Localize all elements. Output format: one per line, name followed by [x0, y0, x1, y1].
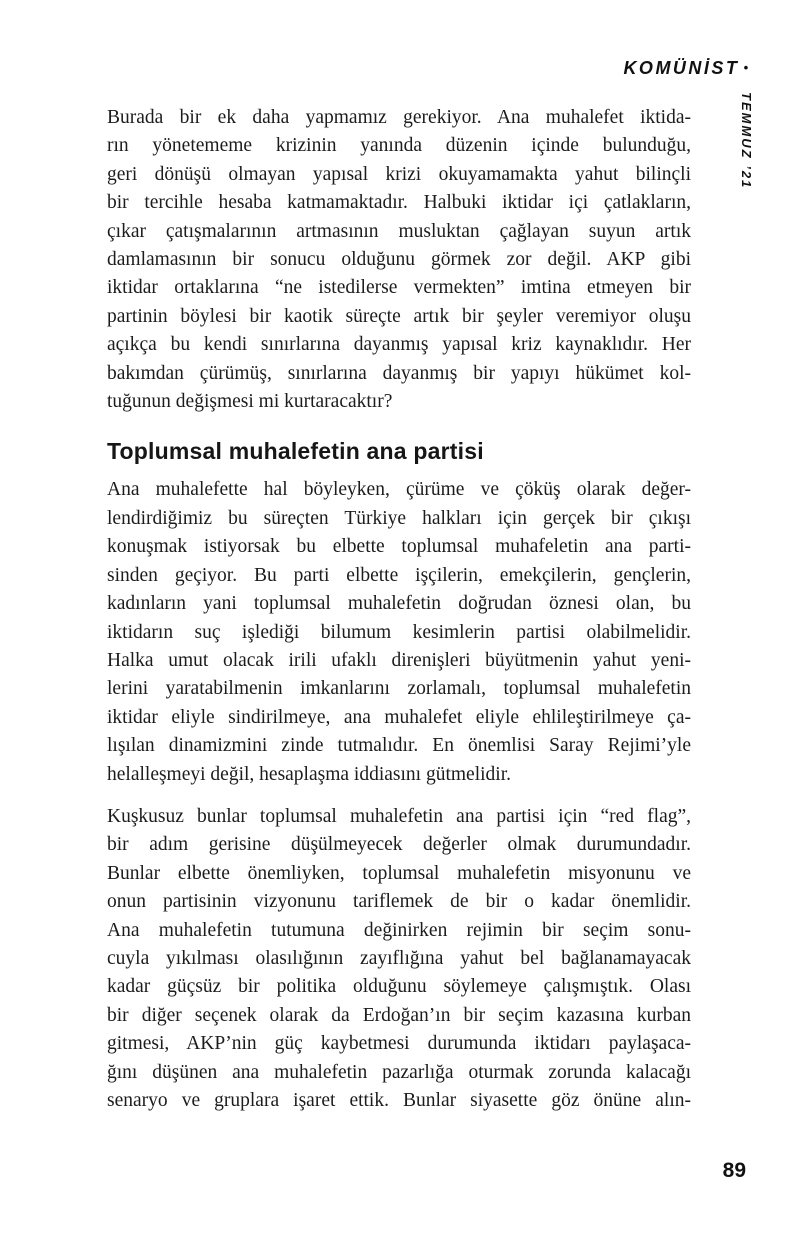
text-line: iktidar eliyle sindirilmeye, ana muhalefet eliyle ehlileştirilmeye ça- [107, 706, 691, 728]
text-line: açıkça bu kendi sınırlarına dayanmış yapısal kriz kaynaklıdır. Her [107, 334, 691, 356]
text-line: konuşmak istiyorsak bu elbette toplumsal muhafeletin ana parti- [107, 536, 691, 558]
text-line: partinin böylesi bir kaotik süreçte artık bir şeyler veremiyor oluşu [107, 305, 691, 327]
text-line: Ana muhalefette hal böyleyken, çürüme ve çöküş olarak değer- [107, 479, 691, 501]
text-line: Ana muhalefetin tutumuna değinirken rejimin bir seçim sonu- [107, 919, 691, 941]
text-line: cuyla yıkılması olasılığının zayıflığına yahut bel bağlanamayacak [107, 947, 691, 969]
paragraph [107, 104, 691, 416]
text-line: lendirdiğimiz bu süreçten Türkiye halkları için gerçek bir çıkışı [107, 507, 691, 529]
text-line: bir adım gerisine düşülmeyecek değerler olmak durumundadır. [107, 834, 691, 856]
text-line: çıkar çatışmalarının artmasının musluktan çağlayan suyun artık [107, 220, 691, 242]
text-line: bakımdan çürümüş, sınırlarına dayanmış bir yapıyı hükümet kol- [107, 362, 691, 384]
magazine-title: KOMÜNİST [623, 58, 740, 78]
paragraph [107, 476, 691, 788]
text-line: kadınların yani toplumsal muhalefetin doğrudan öznesi olan, bu [107, 593, 691, 615]
text-line: gitmesi, AKP’nin güç kaybetmesi durumunda iktidarı paylaşaca- [107, 1033, 691, 1055]
text-line: senaryo ve gruplara işaret ettik. Bunlar siyasette göz önüne alın- [107, 1090, 691, 1111]
text-line: Kuşkusuz bunlar toplumsal muhalefetin ana partisi için “red flag”, [107, 805, 691, 827]
page-header [623, 58, 748, 79]
paragraph [107, 803, 691, 1115]
text-line: damlamasının bir sonucu olduğunu görmek zor değil. AKP gibi [107, 249, 691, 271]
text-line: sinden geçiyor. Bu parti elbette işçilerin, emekçilerin, gençlerin, [107, 564, 691, 586]
section-heading: Toplumsal muhalefetin ana partisi [107, 438, 484, 465]
header-bullet: • [743, 60, 748, 75]
text-line: helalleşmeyi değil, hesaplaşma iddiasını gütmelidir. [107, 763, 511, 785]
text-line: bir tercihle hesaba katmamaktadır. Halbuki iktidar içi çatlakların, [107, 192, 691, 214]
text-line: rın yönetememe krizinin yanında düzenin içinde bulunduğu, [107, 135, 691, 157]
text-line: onun partisinin vizyonunu tariflemek de bir o kadar önemlidir. [107, 891, 691, 913]
text-line: Halka umut olacak irili ufaklı direnişleri büyütmenin yahut yeni- [107, 649, 691, 671]
text-line: geri dönüşü olmayan yapısal krizi okuyamamakta yahut bilinçli [107, 163, 691, 185]
text-line: Burada bir ek daha yapmamız gerekiyor. Ana muhalefet iktida- [107, 107, 691, 128]
text-line: lerini yaratabilmenin imkanlarını zorlamalı, toplumsal muhalefetin [107, 678, 691, 700]
text-line: kadar güçsüz bir politika olduğunu söylemeye çalışmıştık. Olası [107, 976, 691, 998]
text-line: tuğunun değişmesi mi kurtaracaktır? [107, 391, 393, 413]
text-line: ğını düşünen ana muhalefetin pazarlığa oturmak zorunda kalacağı [107, 1061, 691, 1083]
text-line: Bunlar elbette önemliyken, toplumsal muhalefetin misyonunu ve [107, 862, 691, 884]
page-body [107, 104, 691, 1129]
text-line: iktidarın suç işlediği bilumum kesimlerin partisi olabilmelidir. [107, 621, 691, 643]
page-number: 89 [722, 1159, 746, 1182]
text-line: lışılan dinamizmini zinde tutmalıdır. En önemlisi Saray Rejimi’yle [107, 735, 691, 757]
issue-date-vertical: TEMMUZ ’21 [739, 92, 754, 190]
text-line: bir diğer seçenek olarak da Erdoğan’ın bir seçim kazasına kurban [107, 1004, 691, 1026]
text-line: iktidar ortaklarına “ne istedilerse vermekten” imtina etmeyen bir [107, 277, 691, 299]
